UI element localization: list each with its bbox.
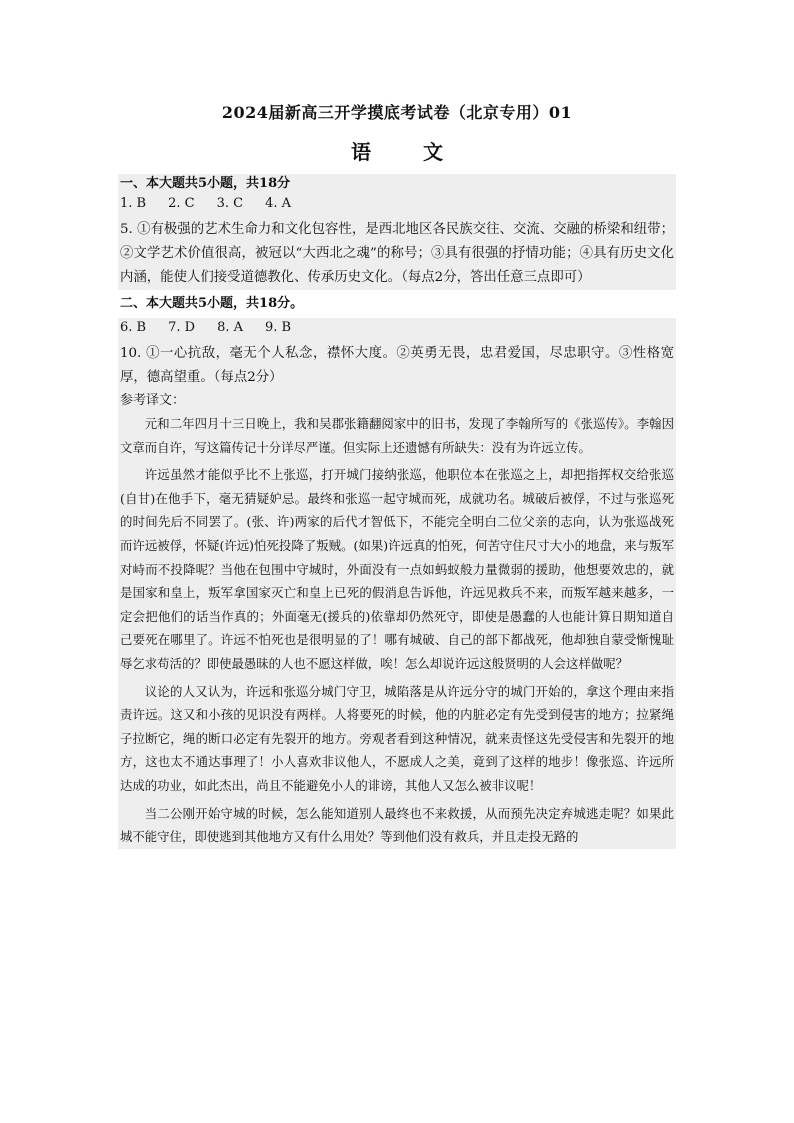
translation-paragraph-2: 许远虽然才能似乎比不上张巡，打开城门接纳张巡，他职位本在张巡之上，却把指挥权交给张巡(自甘)在他手下，毫无猜疑妒忌。最终和张巡一起守城而死，成就功名。城破后被俘，不过与张巡死的时间先后不同罢了。(张、许)两家的后代才智低下，不能完全明白二位父亲的志向，认为张巡战死而许远被俘，怀疑(许远)怕死投降了叛贼。(如果)许远真的怕死，何苦守住尺寸大小的地盘，来与叛军对峙而不投降呢？当他在包围中守城时，外面没有一点如蚂蚁般力量微弱的援助，他想要效忠的，就是国家和皇上，叛军拿国家灭亡和皇上已死的假消息告诉他，许远见救兵不来，而叛军越来越多，一定会把他们的话当作真的；外面毫无(援兵的)依靠却仍然死守，即使是愚蠢的人也能计算日期知道自己要死在哪里了。许远不怕死也是很明显的了！哪有城破、自己的部下都战死，他却独自蒙受惭愧耻辱乞求苟活的？即使最愚昧的人也不愿这样做，唉！怎么却说许远这般贤明的人会这样做呢？ bbox=[120, 467, 674, 671]
translation-paragraph-1: 元和二年四月十三日晚上，我和吴郡张籍翻阅家中的旧书，发现了李翰所写的《张巡传》。李翰因文章而自许，写这篇传记十分详尽严谨。但实际上还遗憾有所缺失：没有为许远立传。 bbox=[120, 416, 674, 455]
answer-6: 6. B bbox=[120, 320, 147, 335]
section-1-heading: 一、本大题共5小题，共18分 bbox=[120, 176, 291, 191]
answer-3: 3. C bbox=[216, 196, 244, 211]
subject-char-1: 语 bbox=[351, 140, 371, 164]
answer-content bbox=[118, 174, 676, 849]
section-2-answers bbox=[118, 318, 676, 338]
answer-8: 8. A bbox=[217, 320, 243, 335]
answer-4: 4. A bbox=[265, 196, 291, 211]
translation-paragraph-3: 议论的人又认为，许远和张巡分城门守卫，城陷落是从许远分守的城门开始的，拿这个理由来指责许远。这又和小孩的见识没有两样。人将要死的时候，他的内脏必定有先受到侵害的地方；拉紧绳子拉断它，绳的断口必定有先裂开的地方。旁观者看到这种情况，就来责怪这先受侵害和先裂开的地方，这也太不通达事理了！小人喜欢非议他人，不愿成人之美，竟到了这样的地步！像张巡、许远所达成的功业，如此杰出，尚且不能避免小人的诽谤，其他人又怎么被非议呢！ bbox=[120, 683, 674, 793]
section-1-answers bbox=[118, 194, 676, 214]
answer-7: 7. D bbox=[168, 320, 196, 335]
subject-title bbox=[0, 136, 794, 165]
answer-5: 5. ①有极强的艺术生命力和文化包容性，是西北地区各民族交往、交流、交融的桥梁和纽带；②文学艺术价值很高，被冠以“大西北之魂”的称号；③具有很强的抒情功能；④具有历史文化内涵，能使人们接受道德教化、传承历史文化。（每点2分，答出任意三点即可） bbox=[120, 222, 674, 285]
answer-2: 2. C bbox=[168, 196, 195, 211]
answer-9: 9. B bbox=[265, 320, 292, 335]
section-1 bbox=[118, 174, 676, 290]
translation-paragraph-4: 当二公刚开始守城的时候，怎么能知道别人最终也不来救援，从而预先决定弃城逃走呢？如果此城不能守住，即使逃到其他地方又有什么用处？等到他们没有救兵，并且走投无路的 bbox=[120, 805, 674, 845]
page-title: 2024届新高三开学摸底考试卷（北京专用）01 bbox=[221, 103, 573, 122]
answer-1: 1. B bbox=[120, 196, 147, 211]
subject-char-2: 文 bbox=[423, 140, 443, 164]
answer-10: 10. ①一心抗敌，毫无个人私念，襟怀大度。②英勇无畏，忠君爱国，尽忠职守。③性格宽厚，德高望重。（每点2分） bbox=[120, 346, 674, 385]
section-2-heading: 二、本大题共5小题，共18分。 bbox=[120, 296, 304, 311]
reference-translation-label: 参考译文： bbox=[120, 393, 186, 408]
section-2 bbox=[118, 318, 676, 849]
